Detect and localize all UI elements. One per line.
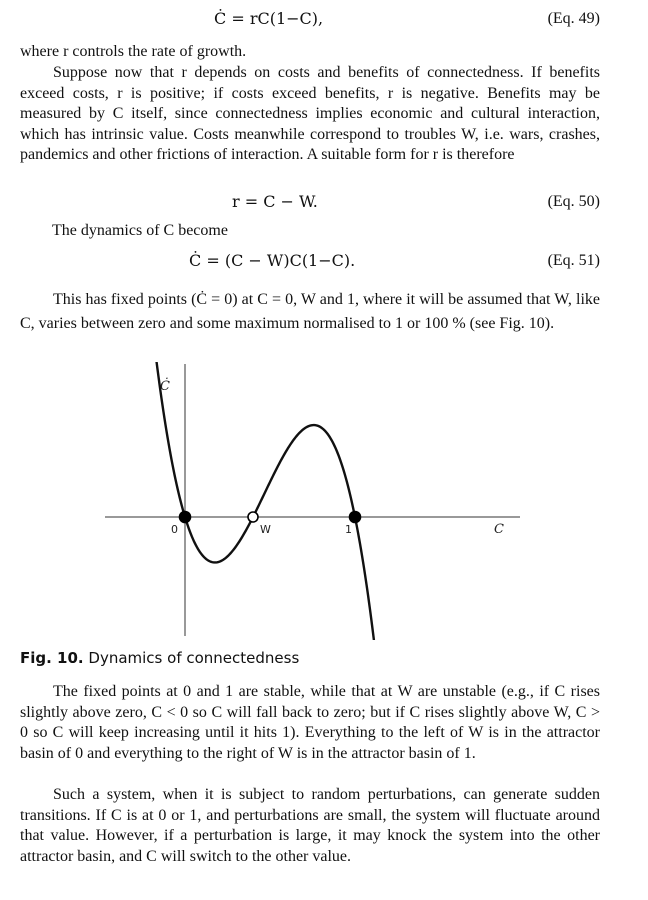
equation-50-expression: r = C − W. [232, 192, 318, 211]
paragraph-fixed-points: This has fixed points (Ċ = 0) at C = 0, W and 1, where it will be assumed that W, like C, varies between zero and some maximum normalised to 1 or 100 % (see Fig. 10). [20, 291, 600, 332]
y-axis-label: Ċ [160, 379, 170, 394]
fixed-point-stable [350, 512, 361, 523]
equation-51-intro-line [0, 218, 648, 244]
equation-50 [0, 189, 648, 215]
paragraph-transitions: Such a system, when it is subject to random perturbations, can generate sudden transitions. If C is at 0 or 1, and perturbations are small, the system will fluctuate around that value. However, if a perturbation is large, it may knock the system into the other attractor basin, and C will switch to the other value. [20, 786, 600, 865]
equation-51-label: (Eq. 51) [547, 252, 600, 269]
caption-text: Dynamics of connectedness [88, 649, 300, 667]
paragraph-costs-benefits: Suppose now that r depends on costs and benefits of connectedness. If benefits exceed costs, r is positive; if costs exceed benefits, r is negative. Benefits may be measured by C itself, since connectedness implies economic and cultural interaction, which has intrinsic value. Costs meanwhile correspond to troubles W, i.e. wars, crashes, pandemics and other frictions of interaction. A suitable form for r is therefore [20, 64, 600, 163]
caption-label: Fig. 10. [20, 649, 84, 667]
paragraph-rate: where r controls the rate of growth. [20, 43, 247, 60]
equation-50-label: (Eq. 50) [547, 193, 600, 210]
fixed-point-unstable [248, 512, 258, 522]
equation-49-label: (Eq. 49) [547, 10, 600, 27]
tick-label-w: W [260, 523, 271, 536]
paragraph-stability: The fixed points at 0 and 1 are stable, while that at W are unstable (e.g., if C rises slightly above zero, C < 0 so C will fall back to zero; but if C rises slightly above W, C > 0 so C will keep increasing until it hits 1). Everything to the left of W is in the attractor basin of 0 and everything to the right of W is in the attractor basin of 1. [20, 683, 600, 762]
equation-49-expression: Ċ = rC(1−C), [214, 9, 324, 28]
tick-label-zero: 0 [171, 523, 178, 536]
figure-10 [100, 362, 520, 640]
dynamics-chart [100, 362, 520, 640]
equation-51-expression: Ċ = (C − W)C(1−C). [189, 251, 356, 270]
x-axis-label: C [494, 522, 504, 537]
equation-51 [0, 248, 648, 274]
fixed-point-stable [180, 512, 191, 523]
equation-51-intro: The dynamics of C become [52, 222, 228, 239]
curve-layer [149, 362, 392, 640]
dynamics-curve [149, 362, 392, 640]
figure-caption [20, 648, 620, 668]
tick-label-one: 1 [345, 523, 352, 536]
equation-49 [0, 6, 648, 32]
